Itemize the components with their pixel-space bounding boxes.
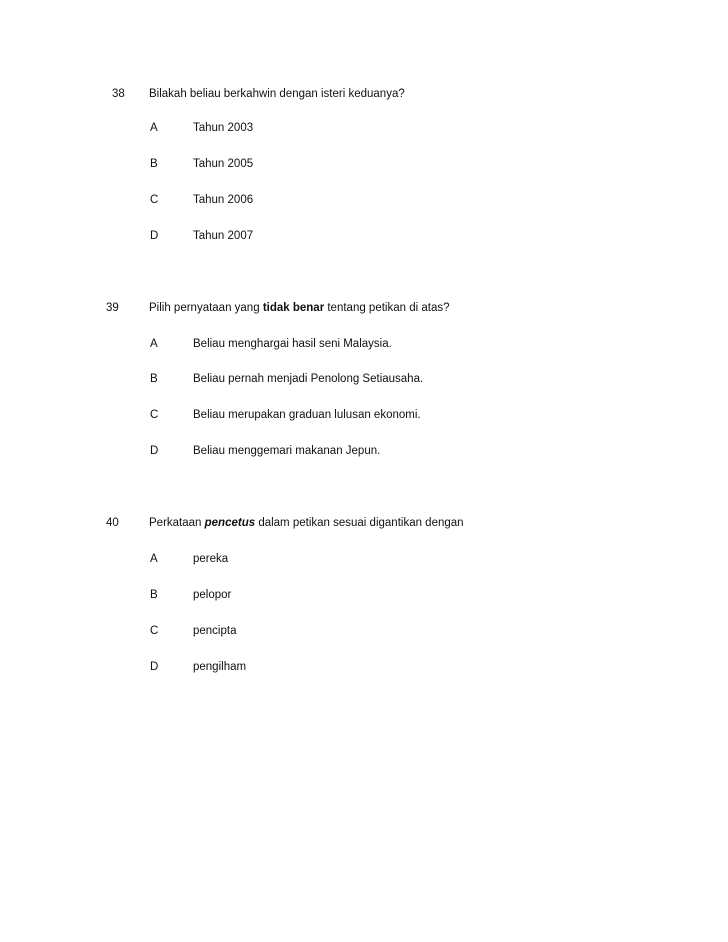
option-letter: B [150, 373, 158, 385]
question-number: 40 [106, 517, 119, 529]
option-39-b [0, 373, 728, 389]
question-text: Pilih pernyataan yang tidak benar tentang petikan di atas? [149, 302, 450, 314]
option-letter: B [150, 158, 158, 170]
option-text: pelopor [193, 589, 232, 601]
emphasis-text: pencetus [204, 517, 256, 529]
option-letter: B [150, 589, 158, 601]
option-letter: D [150, 230, 159, 242]
option-letter: C [150, 409, 159, 421]
option-text: Beliau menggemari makanan Jepun. [193, 445, 381, 457]
option-38-d [0, 230, 728, 246]
option-39-c [0, 409, 728, 425]
option-letter: C [150, 194, 159, 206]
option-40-b [0, 589, 728, 605]
option-39-a [0, 338, 728, 354]
question-number: 39 [106, 302, 119, 314]
option-38-a [0, 122, 728, 138]
emphasis-text: tidak benar [262, 302, 325, 314]
option-40-d [0, 661, 728, 677]
option-letter: D [150, 445, 159, 457]
question-text: Bilakah beliau berkahwin dengan isteri keduanya? [149, 88, 405, 100]
option-text: Tahun 2007 [193, 230, 254, 242]
option-40-c [0, 625, 728, 641]
option-text: Beliau menghargai hasil seni Malaysia. [193, 338, 392, 350]
option-40-a [0, 553, 728, 569]
option-text: Beliau pernah menjadi Penolong Setiausaha. [193, 373, 424, 385]
option-text: Beliau merupakan graduan lulusan ekonomi. [193, 409, 421, 421]
option-text: pereka [193, 553, 229, 565]
question-text: Perkataan pencetus dalam petikan sesuai digantikan dengan [149, 517, 464, 529]
question-number: 38 [112, 88, 125, 100]
option-letter: C [150, 625, 159, 637]
option-letter: D [150, 661, 159, 673]
option-text: pencipta [193, 625, 237, 637]
option-letter: A [150, 553, 158, 565]
option-39-d [0, 445, 728, 461]
option-letter: A [150, 338, 158, 350]
option-text: pengilham [193, 661, 247, 673]
option-text: Tahun 2003 [193, 122, 254, 134]
option-text: Tahun 2006 [193, 194, 254, 206]
option-text: Tahun 2005 [193, 158, 254, 170]
option-38-c [0, 194, 728, 210]
option-38-b [0, 158, 728, 174]
option-letter: A [150, 122, 158, 134]
